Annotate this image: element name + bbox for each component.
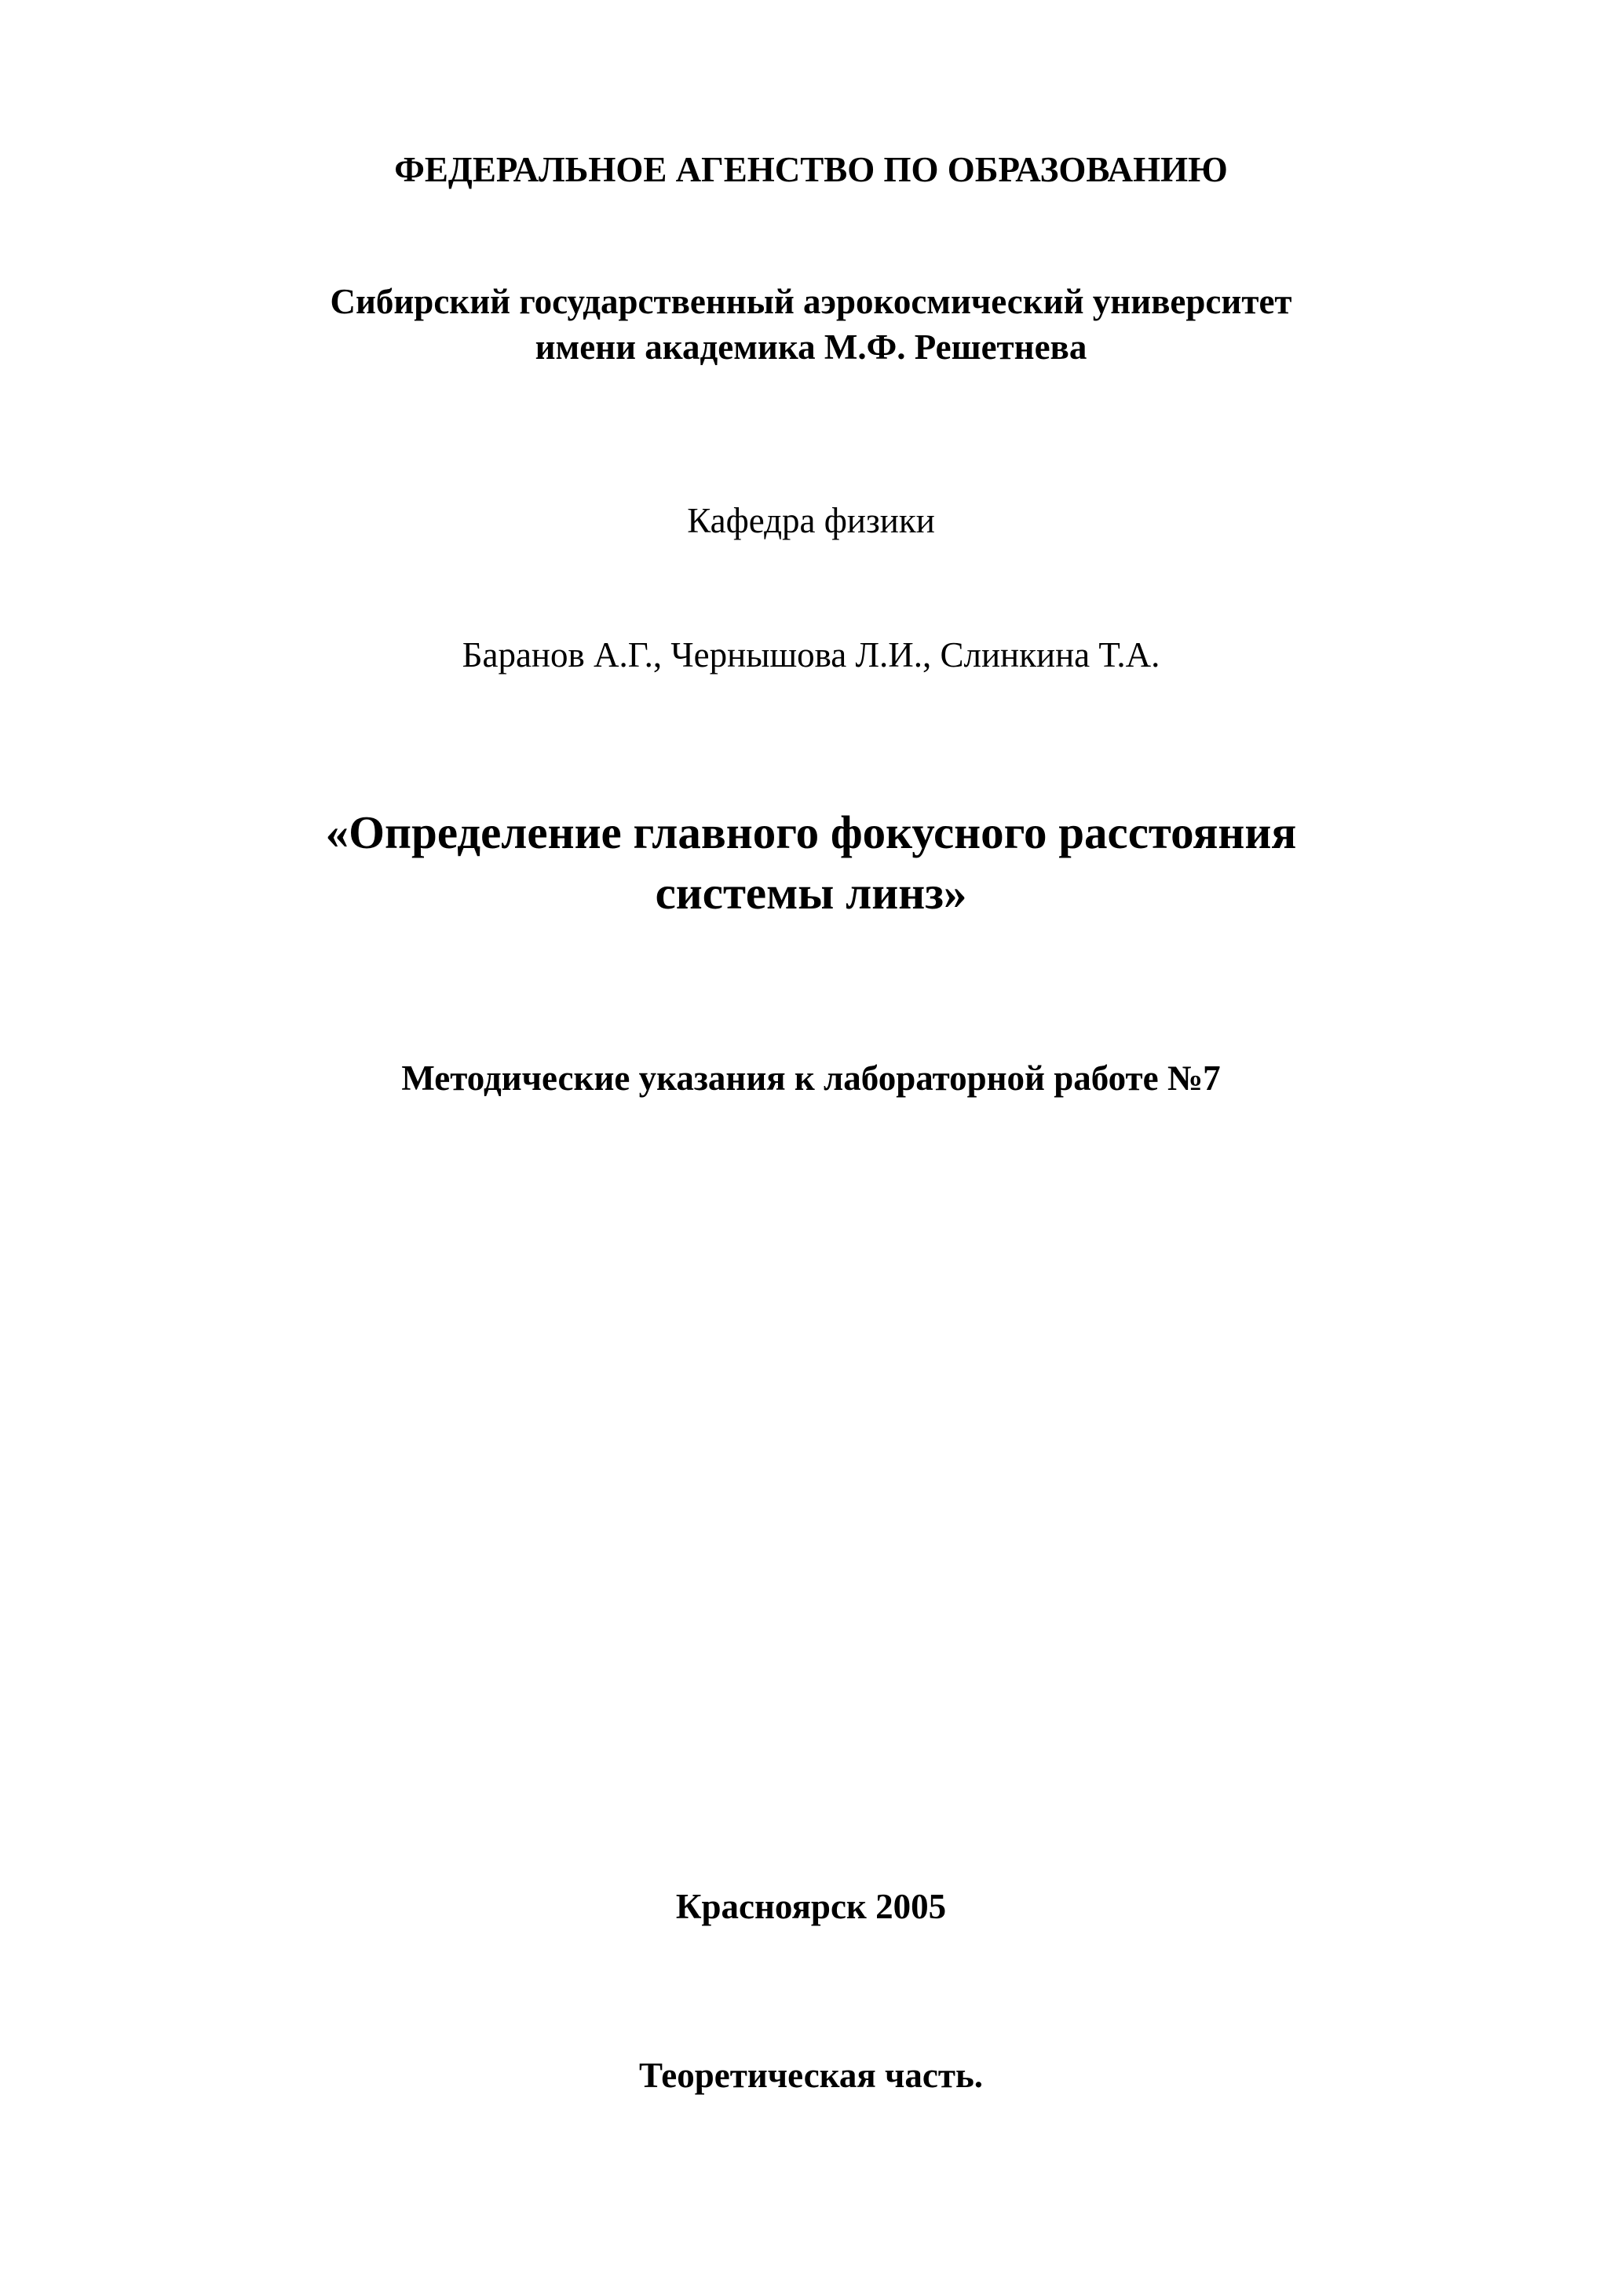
authors-list: Баранов А.Г., Чернышова Л.И., Слинкина Т.А. (462, 635, 1160, 675)
document-title-line2: системы линз» (655, 867, 967, 919)
document-title-line1: «Определение главного фокусного расстояния (325, 806, 1297, 858)
university-name-line1: Сибирский государственный аэрокосмический университет (330, 282, 1292, 321)
agency-heading: ФЕДЕРАЛЬНОЕ АГЕНСТВО ПО ОБРАЗОВАНИЮ (394, 150, 1228, 189)
department-name: Кафедра физики (687, 501, 935, 540)
university-name-line2: имени академика М.Ф. Решетнева (535, 327, 1087, 367)
document-subtitle: Методические указания к лабораторной работе №7 (401, 1058, 1221, 1098)
section-heading: Теоретическая часть. (638, 2056, 984, 2095)
city-year: Красноярск 2005 (675, 1887, 947, 1926)
